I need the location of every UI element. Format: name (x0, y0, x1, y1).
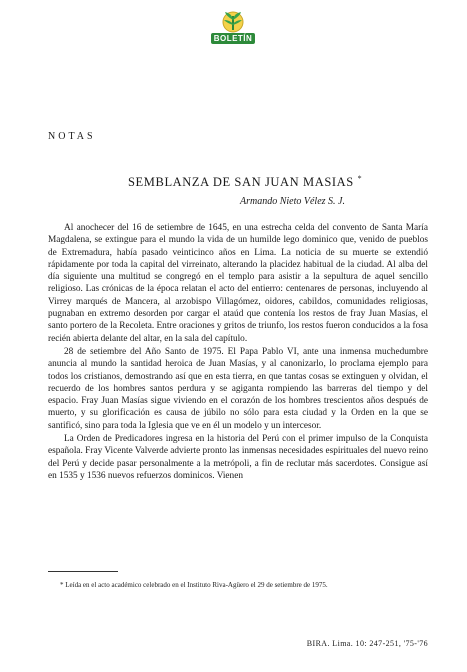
journal-logo (211, 8, 255, 44)
footnote: * Leída en el acto académico celebrado en el Instituto Riva-Agüero el 29 de setiembre de 1975. (60, 581, 328, 589)
article-title-text: SEMBLANZA DE SAN JUAN MASIAS (128, 175, 354, 190)
paragraph: Al anochecer del 16 de setiembre de 1645, en una estrecha celda del convento de Santa María Magdalena, se extingue para el mundo la vida de un humilde lego dominico que, venido de pueblos de Extremadura, había pasado veinticinco años en Lima. La noticia de su muerte se extendió rápidamente por toda la capital del virreinato, alterando la placidez habitual de la ciudad. Al alba del día siguiente una multitud se congregó en el templo para asistir a la sepultura de aquel sencillo religioso. Las crónicas de la época relatan el acto del entierro: centenares de personas, incluyendo al Virrey marqués de Mancera, al arzobispo Villagómez, oidores, cabildos, comunidades religiosas, pugnaban en extremo desorden por cargar el ataúd que contenía los restos de fray Juan Masías, el santo portero de la Recoleta. Entre oraciones y gritos de triunfo, los restos fueron conducidos a la fosa recién abierta delante del altar, en la sala del capítulo. (48, 223, 428, 344)
plant-seal-icon (211, 8, 255, 34)
article-author: Armando Nieto Vélez S. J. (240, 196, 345, 207)
paragraph: 28 de setiembre del Año Santo de 1975. El Papa Pablo VI, ante una inmensa muchedumbre anuncia al mundo la santidad heroica de Juan Masías, y al canonizarlo, lo proclama ejemplo para todos los cristianos, demostrando así que en esta tierra, en que tantas cosas se extinguen y olvidan, el recuerdo de los hombres santos perdura y se agiganta rompiendo las barreras del tiempo y del espacio. Fray Juan Masías sigue viviendo en el corazón de los hombres trescientos años después de muerto, y su glorificación es causa de júbilo no sólo para esta ciudad y la Orden en la que se santificó, sino para toda la Iglesia que ve en él un modelo y un intercesor. (48, 346, 428, 431)
page-citation: BIRA. Lima. 10: 247-251, '75-'76 (306, 639, 428, 648)
section-label: NOTAS (48, 131, 96, 142)
logo-text: BOLETÍN (211, 33, 255, 44)
article-body (48, 222, 428, 483)
article-title (128, 174, 388, 190)
footnote-divider (48, 571, 118, 572)
paragraph: La Orden de Predicadores ingresa en la historia del Perú con el primer impulso de la Conquista española. Fray Vicente Valverde advierte pronto las inmensas necesidades espirituales del nuevo reino del Perú y decide pasar personalmente a la metrópoli, a fin de reclutar más sacerdotes. Consigue así en 1535 y 1536 nuevos refuerzos dominicos. Vienen (48, 434, 428, 481)
footnote-marker: * (357, 174, 363, 183)
